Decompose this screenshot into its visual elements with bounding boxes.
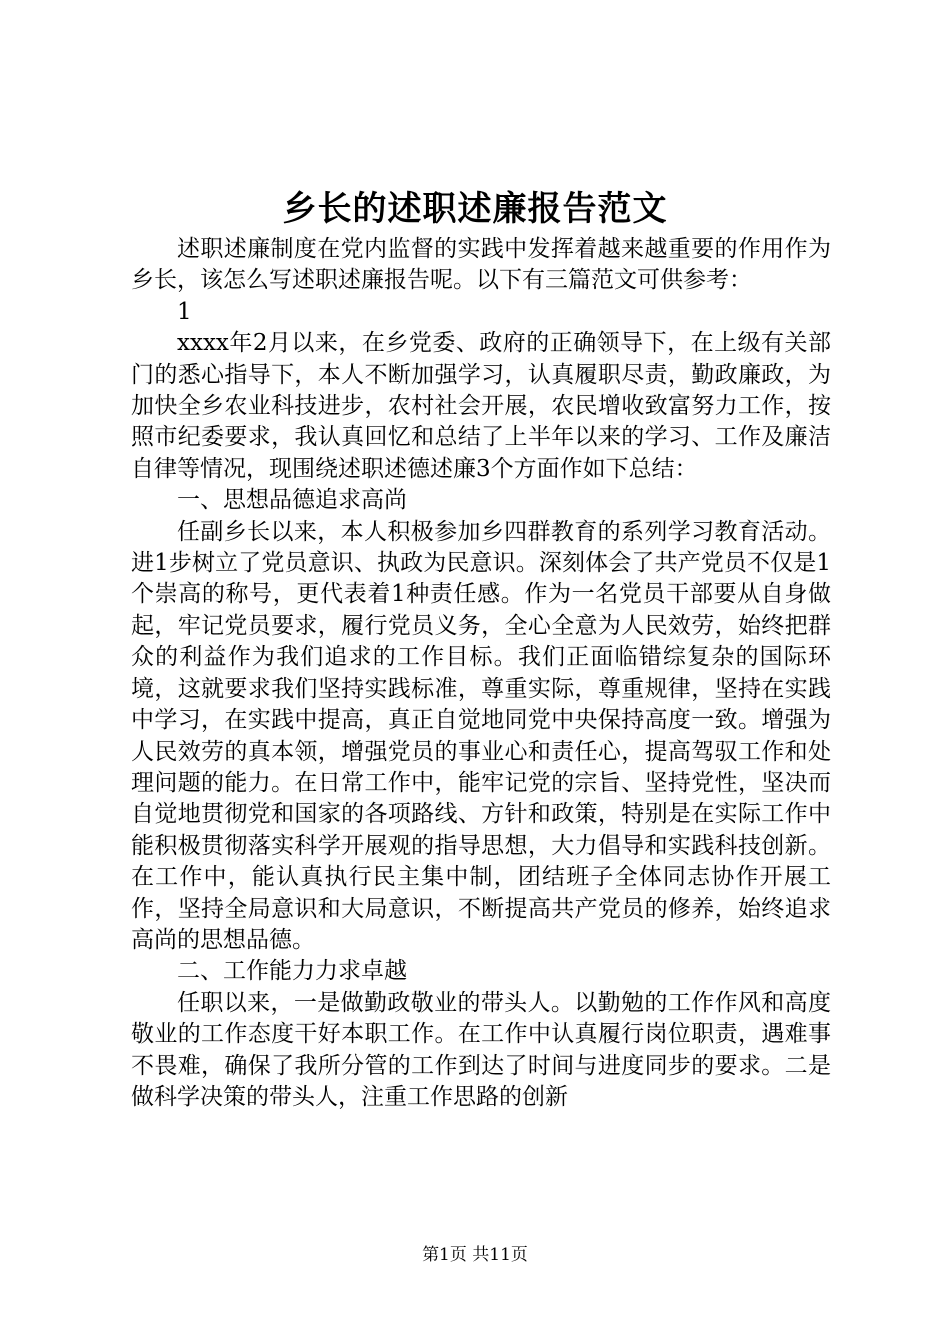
section-number: 1 (177, 298, 192, 325)
overview-paragraph: xxxx年2月以来，在乡党委、政府的正确领导下，在上级有关部门的悉心指导下，本人不断加强学习，认真履职尽责，勤政廉政，为加快全乡农业科技进步，农村社会开展，农民增收致富努力工作，按照市纪委要求，我认真回忆和总结了上半年以来的学习、工作及廉洁自律等情况，现围绕述职述德述廉3个方面作如下总结： (131, 330, 831, 482)
document-body (131, 234, 831, 1113)
body-paragraph: 任副乡长以来，本人积极参加乡四群教育的系列学习教育活动。进1步树立了党员意识、执政为民意识。深刻体会了共产党员不仅是1个崇高的称号，更代表着1种责任感。作为一名党员干部要从自身做起，牢记党员要求，履行党员义务，全心全意为人民效劳，始终把群众的利益作为我们追求的工作目标。我们正面临错综复杂的国际环境，这就要求我们坚持实践标准，尊重实际，尊重规律，坚持在实践中学习，在实践中提高，真正自觉地同党中央保持高度一致。增强为人民效劳的真本领，增强党员的事业心和责任心，提高驾驭工作和处理问题的能力。在日常工作中，能牢记党的宗旨、坚持党性，坚决而自觉地贯彻党和国家的各项路线、方针和政策，特别是在实际工作中能积极贯彻落实科学开展观的指导思想，大力倡导和实践科技创新。在工作中，能认真执行民主集中制，团结班子全体同志协作开展工作，坚持全局意识和大局意识，不断提高共产党员的修养，始终追求高尚的思想品德。 (131, 518, 831, 953)
section-heading-2: 二、工作能力力求卓越 (177, 958, 407, 985)
document-title: 乡长的述职述廉报告范文 (282, 189, 668, 229)
section-heading-1: 一、思想品德追求高尚 (177, 487, 407, 514)
intro-paragraph: 述职述廉制度在党内监督的实践中发挥着越来越重要的作用作为乡长，该怎么写述职述廉报告呢。以下有三篇范文可供参考： (131, 236, 831, 294)
page-footer: 第1页 共11页 (422, 1245, 528, 1265)
body-paragraph: 任职以来，一是做勤政敬业的带头人。以勤勉的工作作风和高度敬业的工作态度干好本职工作。在工作中认真履行岗位职责，遇难事不畏难，确保了我所分管的工作到达了时间与进度同步的要求。二是做科学决策的带头人，注重工作思路的创新 (131, 989, 831, 1110)
